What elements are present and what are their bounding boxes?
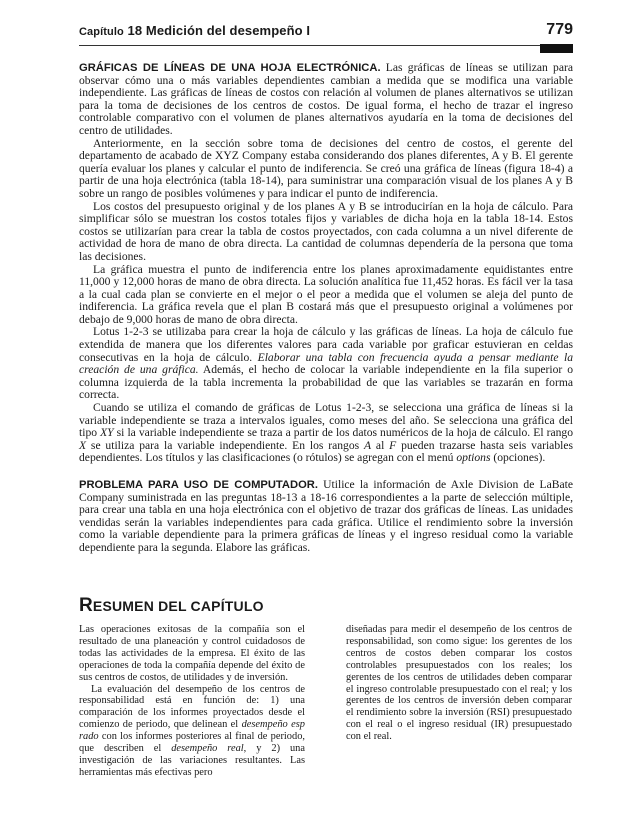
paragraph-lotus-spreadsheet — [79, 326, 573, 402]
paragraph-text: La evaluación del desempeño de los centros de responsabilidad está en función de: 1) una comparación de los informes proyectados desde el comienzo de periodo, que delinean el — [79, 683, 305, 731]
emphasis-x: X — [79, 438, 87, 452]
header-block-mark — [540, 44, 573, 53]
paragraph-text: (opciones). — [490, 451, 546, 465]
paragraph-text: Además, el hecho de colocar la variable independiente en la fila superior o columna izquierda de la tabla incrementa la probabilidad de que las variables se trazarán en forma correcta. — [79, 363, 573, 402]
summary-heading — [79, 595, 264, 617]
page-number: 779 — [546, 21, 573, 38]
paragraph-text: Utilice la información de Axle Division de LaBate Company suministrada en las preguntas 18-13 a 18-16 correspondientes a la parte de selección múltiple, para crear una tabla en una hoja electrónica con el objetivo de trazar dos gráficas de líneas. Las unidades vendidas serán la variables independientes para cada gráfica. Utilice el rendimiento sobre la inversión como la variable dependiente para la primera gráficas de líneas y el ingreso residual como la variable dependiente para la segunda. Elabore las gráficas. — [79, 478, 573, 554]
chapter-label — [79, 23, 310, 38]
section-lead-line-graphs: GRÁFICAS DE LÍNEAS DE UNA HOJA ELECTRÓNICA. — [79, 62, 381, 74]
paragraph-text: , y 2) una investigación de las variaciones resultantes. Las herramientas más efectivas pero — [79, 743, 305, 778]
summary-paragraph: Las operaciones exitosas de la compañía son el resultado de una planeación y control cuidadosos de todas las actividades de la empresa. El éxito de las operaciones de toda la compañía depende del éxito de sus centros de costos, de utilidades y de inversión. — [79, 624, 305, 683]
paragraph-previous-section: Anteriormente, en la sección sobre toma de decisiones del centro de costos, el gerente del departamento de acabado de XYZ Company estaba considerando dos planes diferentes, A y B. El gerente quería evaluar los planes y calcular el punto de indiferencia. Se creó una gráfica de líneas (figura 18-4) a partir de una hoja electrónica (tabla 18-14), para suministrar una comparación visual de los planes A y B sobre un rango de posibles volúmenes y para indicar el punto de indiferencia. — [79, 136, 573, 200]
emphasis-expected-performance: desempeño esp rado — [79, 719, 305, 743]
emphasis-xy: XY — [100, 426, 114, 440]
paragraph-line-graphs — [79, 62, 573, 138]
chapter-prefix: Capítulo — [79, 26, 124, 38]
chapter-title: 18 Medición del desempeño I — [127, 23, 311, 38]
running-header — [79, 21, 573, 43]
emphasis-text: Elaborar una tabla con frecuencia ayuda a pensar mediante la creación de una gráfica. — [79, 350, 573, 377]
summary-paragraph — [79, 684, 305, 779]
summary-paragraph: diseñadas para medir el desempeño de los centros de responsabilidad, son como sigue: los gerentes de los centros de costos deben comparar los costos controlables presupuestados con los reales; los gerentes de los centros de utilidades deben comparar el ingreso controlable presupuestado con el real; y los gerentes de los centros de inversión deben comparar el rendimiento sobre la inversión (RSI) presupuestado con el real o el ingreso residual (IR) presupuestado con el real. — [346, 624, 572, 743]
section-lead-computer-problem: PROBLEMA PARA USO DE COMPUTADOR. — [79, 479, 318, 491]
paragraph-graph-command — [79, 402, 573, 465]
summary-column-left — [79, 624, 305, 779]
paragraph-text: Lotus 1-2-3 se utilizaba para crear la hoja de cálculo y las gráficas de líneas. La hoja de cálculo fue extendida de manera que los diferentes valores para cada variable por graficar estuvieran en celdas consecutivas en la hoja de cálculo. — [79, 325, 573, 364]
paragraph-indifference-point: La gráfica muestra el punto de indiferencia entre los planes aproximadamente equidistantes entre 11,000 y 12,000 horas de mano de obra directa. La solución analítica fue 11,452 horas. Es fácil ver la tasa a la cual cada plan se convierte en el mejor o el peor a medida que el volumen se aleja del punto de indiferencia. La gráfica revela que el plan B costará más que el presupuesto original a volúmenes por debajo de 9,000 horas de mano de obra directa. — [79, 262, 573, 326]
paragraph-text: Cuando se utiliza el comando de gráficas de Lotus 1-2-3, se selecciona una gráfica de líneas si la variable independiente se traza a intervalos iguales, como meses del año. Se selecciona una gráfica del tipo — [79, 401, 573, 440]
paragraph-text: al — [371, 438, 390, 452]
emphasis-options: options — [456, 451, 491, 465]
main-text — [79, 62, 573, 555]
paragraph-text: pueden trazarse hasta seis variables dependientes. Los títulos y las clasificaciones (o rótulos) se agregan con el menú — [79, 438, 573, 465]
paragraph-text: Las gráficas de líneas se utilizan para observar cómo una o más variables dependientes cambian a medida que se modifica una variable independiente. Las gráficas de líneas de costos con relación al volumen de planes alternativos se utilizan para la toma de decisiones de los centros de costos. De igual forma, el hecho de trazar el ingreso controlable comparativo con el volumen de planes alternativos ayudaría en la toma de decisiones del centro de utilidades. — [79, 61, 573, 137]
summary-column-right — [346, 624, 572, 743]
paragraph-text: se utiliza para la variable independiente. En los rangos — [86, 438, 364, 452]
emphasis-real-performance: desempeño real — [171, 743, 244, 755]
emphasis-f: F — [389, 438, 397, 452]
paragraph-computer-problem — [79, 479, 573, 555]
summary-heading-initial: R — [79, 595, 93, 616]
header-rule — [79, 45, 573, 46]
paragraph-budget-costs: Los costos del presupuesto original y de los planes A y B se introducirían en la hoja de cálculo. Para simplificar sólo se muestran los costos totales fijos y variables de dicha hoja en la tabla 18-14. Estos costos se utilizarían para crear la tabla de costos proyectados, con cada columna a un nivel diferente de actividad de hora de mano de obra directa. La cantidad de columnas dependería de la persona que toma las decisiones. — [79, 199, 573, 263]
summary-heading-rest: ESUMEN DEL CAPÍTULO — [92, 598, 264, 614]
paragraph-text: con los informes posteriores al final de periodo, que describen el — [79, 731, 305, 755]
emphasis-a: A — [364, 438, 372, 452]
paragraph-text: si la variable independiente se traza a partir de los datos numéricos de la hoja de cálculo. El rango — [113, 426, 573, 440]
